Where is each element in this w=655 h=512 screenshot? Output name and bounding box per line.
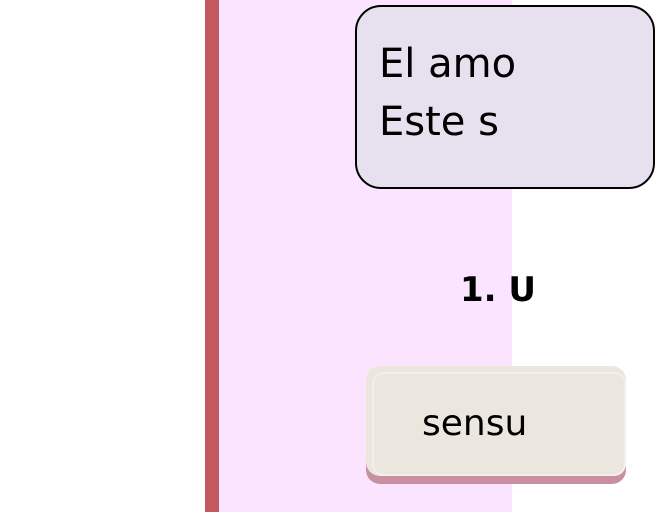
passage-line-2: Este s (379, 99, 499, 145)
answer-option-button[interactable] (366, 366, 626, 476)
question-text: 1. U (460, 270, 537, 310)
passage-line-1: El amo (379, 41, 517, 87)
quiz-card (219, 0, 537, 512)
passage-box (355, 5, 655, 189)
left-background (0, 0, 205, 512)
card-border (205, 0, 219, 512)
answer-option-label: sensu (422, 403, 528, 444)
